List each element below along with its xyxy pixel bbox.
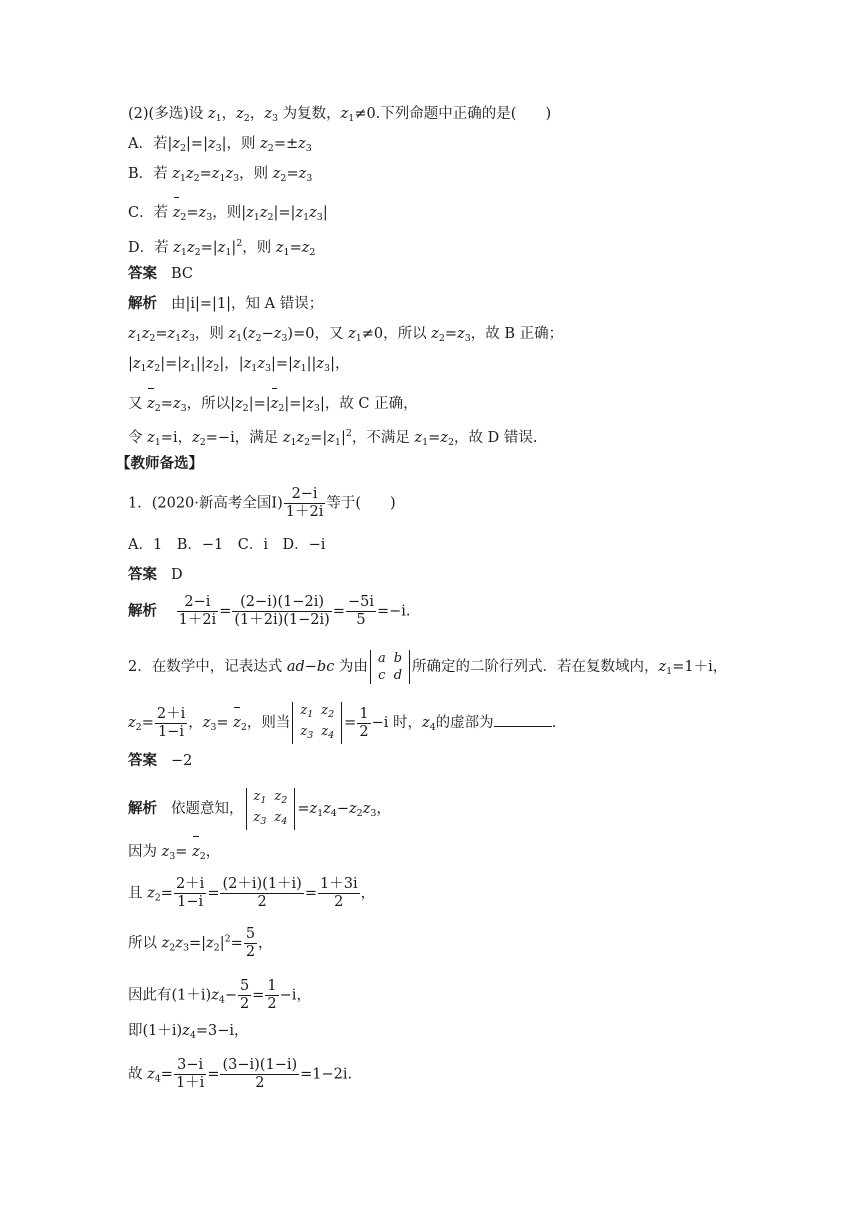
p1-answer: 答案 D bbox=[128, 566, 183, 583]
p1-analysis: 解析 $\frac{2-i}{1+2i}$ = $\frac{(2-i)(1-2i)}{(1+2i)(1-2i)}$ = $\frac{-5i}{5}$ =−i. bbox=[128, 594, 411, 628]
section-title: 【教师备选】 bbox=[116, 455, 203, 472]
p2-analysis-4: 所以 $z_2z_3=|z_2|^2=$ $\frac{5}{2}$ ， bbox=[128, 926, 273, 960]
p2-line1: 2．在数学中，记表达式 ad−bc 为由 a b c d 所确定的二阶行列式．若在复数域内，$z_1=1+i$， bbox=[128, 651, 728, 683]
q2-stem: (2)(多选)设 $z_1$，$z_2$，$z_3$ 为复数，$z_1\ne 0$.下列命题中正确的是( ) bbox=[128, 106, 552, 124]
q2-analysis-4: 又 $z_2=z_3$，所以$|z_2|=|z_2|=|z_3|$，故 C 正确， bbox=[128, 396, 418, 414]
answer-blank bbox=[494, 714, 552, 727]
q2-option-a: A．若$|z_2|=|z_3|$，则 $z_2=\pm z_3$ bbox=[128, 136, 312, 154]
p1-options: A．1 B．−1 C．i D．−i bbox=[128, 537, 326, 553]
q2-analysis-5: 令 $z_1=i$，$z_2=-i$，满足 $z_1z_2=|z_1|^2$，不满足 $z_1=z_2$，故 D 错误. bbox=[128, 428, 538, 448]
p2-answer: 答案 −2 bbox=[128, 752, 193, 769]
q2-option-d: D．若 $z_1z_2=|z_1|^2$，则 $z_1=z_2$ bbox=[128, 238, 316, 258]
determinant-abcd: a b c d bbox=[370, 650, 410, 684]
p2-analysis-7: 故 $z_4=$ $\frac{3-i}{1+i}$ = $\frac{(3-i)(1-i)}{2}$ =1−2i. bbox=[128, 1057, 353, 1091]
q2-option-c: C．若 $z_2=z_3$，则$|z_1z_2|=|z_1z_3|$ bbox=[128, 205, 328, 223]
p2-analysis-1: 解析 依题意知， $z_1$ $z_2$ $z_3$ $z_4$ $=z_1z_4-z_2z_3$， bbox=[128, 788, 391, 830]
q2-option-b: B．若 $z_1z_2=z_1z_3$，则 $z_2=z_3$ bbox=[128, 166, 313, 184]
q2-analysis-1: 解析 由|i|=|1|，知 A 错误； bbox=[128, 295, 324, 312]
q2-analysis-3: $|z_1z_2|=|z_1||z_2|$，$|z_1z_3|=|z_1||z_3|$， bbox=[128, 356, 350, 374]
p2-line2: $z_2=$ $\frac{2+i}{1-i}$ ，$z_3= z_2$，则当 $z_1$ $z_2$ $z_3$ $z_4$ = $\frac{1}{2}$ −i 时，$z_4$的虚部为 . bbox=[128, 702, 556, 744]
q2-answer: 答案 BC bbox=[128, 265, 194, 282]
determinant-z: $z_1$ $z_2$ $z_3$ $z_4$ bbox=[292, 702, 342, 744]
p2-analysis-3: 且 $z_2=$ $\frac{2+i}{1-i}$ = $\frac{(2+i)(1+i)}{2}$ = $\frac{1+3i}{2}$ ， bbox=[128, 876, 376, 910]
p2-analysis-2: 因为 $z_3= z_2$， bbox=[128, 844, 221, 862]
q2-analysis-2: $z_1z_2=z_1z_3$，则 $z_1(z_2-z_3)=0$，又 $z_1\ne 0$，所以 $z_2=z_3$，故 B 正确； bbox=[128, 326, 564, 344]
p1-stem: 1．(2020·新高考全国Ⅰ) $\frac{2-i}{1+2i}$ 等于( ) bbox=[128, 486, 396, 520]
p1-fraction: $\frac{2-i}{1+2i}$ bbox=[285, 486, 324, 520]
p2-analysis-5: 因此有$(1+i)z_4-$ $\frac{5}{2}$ = $\frac{1}{2}$ −i， bbox=[128, 978, 311, 1012]
p2-analysis-6: 即$(1+i)z_4=3-i$， bbox=[128, 1023, 249, 1041]
